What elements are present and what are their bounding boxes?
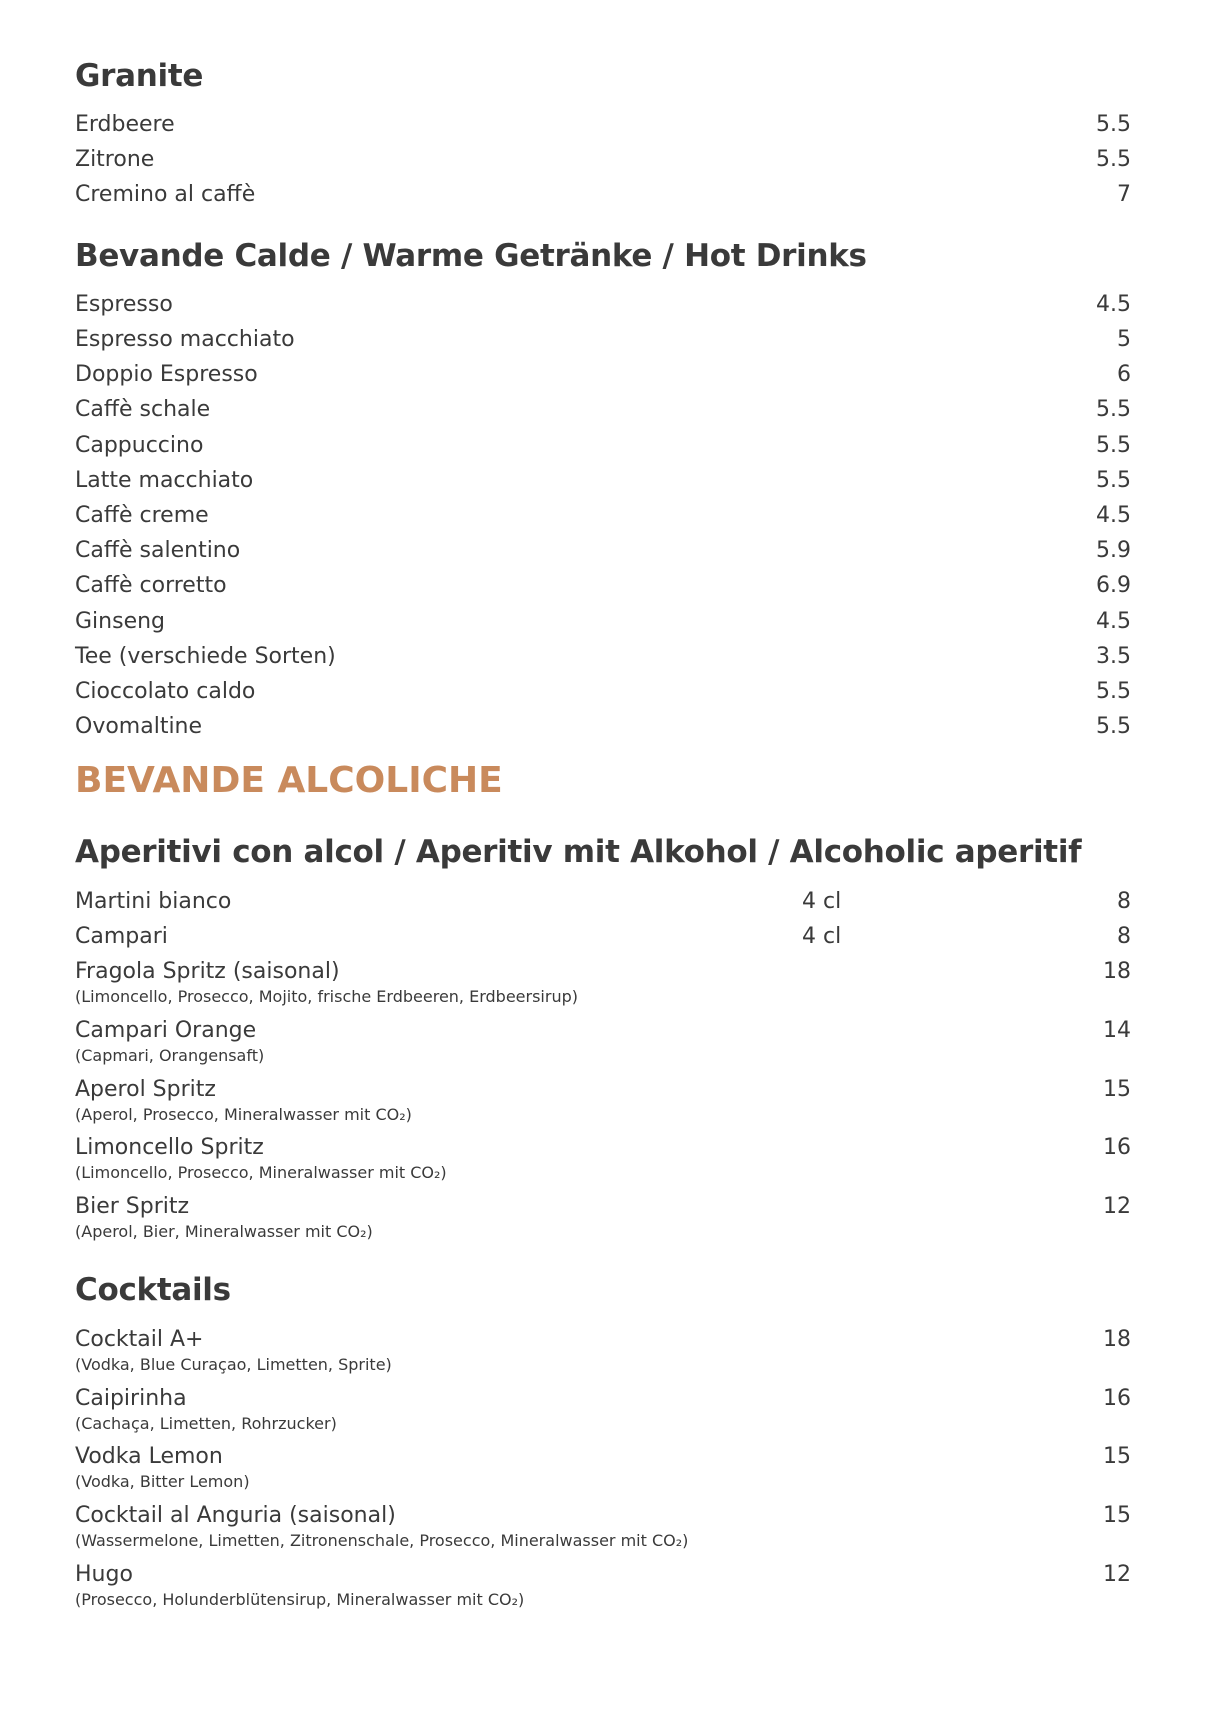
item-price: 8: [1117, 889, 1131, 914]
item-description: (Prosecco, Holunderblütensirup, Mineralwasser mit CO₂): [75, 1590, 525, 1609]
item-price: 8: [1117, 924, 1131, 949]
menu-item: [75, 609, 1131, 643]
item-price: 5.5: [1096, 468, 1131, 493]
item-price: 5.5: [1096, 147, 1131, 172]
item-price: 5.5: [1096, 679, 1131, 704]
item-price: 4.5: [1096, 503, 1131, 528]
item-price: 12: [1103, 1194, 1131, 1219]
item-name: Espresso: [75, 292, 173, 317]
item-name: Cremino al caffè: [75, 182, 256, 207]
menu-item: [75, 959, 1131, 1006]
item-name: Caipirinha: [75, 1386, 187, 1411]
item-price: 18: [1103, 1327, 1131, 1352]
item-price: 15: [1103, 1077, 1131, 1102]
item-name: Cioccolato caldo: [75, 679, 256, 704]
item-name: Bier Spritz: [75, 1194, 190, 1219]
item-name: Vodka Lemon: [75, 1444, 223, 1469]
menu-item: [75, 1562, 1131, 1609]
item-name: Caffè creme: [75, 503, 209, 528]
item-price: 5.5: [1096, 433, 1131, 458]
menu-item: [75, 362, 1131, 396]
menu-item: [75, 538, 1131, 572]
item-price: 5: [1117, 327, 1131, 352]
item-description: (Limoncello, Prosecco, Mineralwasser mit CO₂): [75, 1163, 447, 1182]
menu-item: [75, 397, 1131, 431]
item-name: Doppio Espresso: [75, 362, 258, 387]
item-name: Fragola Spritz (saisonal): [75, 959, 340, 984]
item-quantity: 4 cl: [802, 924, 842, 949]
menu-item: [75, 1194, 1131, 1241]
item-price: 5.5: [1096, 397, 1131, 422]
section-title-granite: Granite: [75, 58, 204, 94]
item-price: 16: [1103, 1135, 1131, 1160]
item-name: Cocktail al Anguria (saisonal): [75, 1503, 396, 1528]
item-description: (Limoncello, Prosecco, Mojito, frische Erdbeeren, Erdbeersirup): [75, 987, 578, 1006]
item-price: 5.9: [1096, 538, 1131, 563]
item-price: 3.5: [1096, 644, 1131, 669]
item-name: Campari: [75, 924, 168, 949]
item-price: 12: [1103, 1562, 1131, 1587]
menu-item: [75, 327, 1131, 361]
menu-item: [75, 1018, 1131, 1065]
item-name: Martini bianco: [75, 889, 232, 914]
menu-item: [75, 644, 1131, 678]
item-description: (Aperol, Bier, Mineralwasser mit CO₂): [75, 1222, 373, 1241]
item-quantity: 4 cl: [802, 889, 842, 914]
item-description: (Wassermelone, Limetten, Zitronenschale, Prosecco, Mineralwasser mit CO₂): [75, 1531, 689, 1550]
menu-item: [75, 468, 1131, 502]
item-name: Tee (verschiede Sorten): [75, 644, 336, 669]
item-description: (Vodka, Bitter Lemon): [75, 1472, 250, 1491]
menu-item: [75, 889, 1131, 923]
item-name: Aperol Spritz: [75, 1077, 216, 1102]
menu-item: [75, 1135, 1131, 1182]
item-price: 16: [1103, 1386, 1131, 1411]
menu-item: [75, 182, 1131, 216]
item-price: 4.5: [1096, 609, 1131, 634]
item-name: Ovomaltine: [75, 714, 203, 739]
item-price: 14: [1103, 1018, 1131, 1043]
item-name: Caffè schale: [75, 397, 211, 422]
item-name: Zitrone: [75, 147, 155, 172]
section-title-hot-drinks: Bevande Calde / Warme Getränke / Hot Drinks: [75, 238, 867, 274]
item-name: Espresso macchiato: [75, 327, 295, 352]
menu-item: [75, 714, 1131, 748]
section-title-alcoholic: BEVANDE ALCOLICHE: [75, 760, 503, 801]
item-name: Campari Orange: [75, 1018, 257, 1043]
section-title-aperitifs: Aperitivi con alcol / Aperitiv mit Alkohol / Alcoholic aperitif: [75, 834, 1082, 870]
menu-item: [75, 1444, 1131, 1491]
menu-item: [75, 112, 1131, 146]
item-name: Erdbeere: [75, 112, 175, 137]
menu-item: [75, 292, 1131, 326]
menu-item: [75, 147, 1131, 181]
item-price: 6.9: [1096, 573, 1131, 598]
menu-item: [75, 433, 1131, 467]
item-price: 4.5: [1096, 292, 1131, 317]
item-description: (Cachaça, Limetten, Rohrzucker): [75, 1414, 337, 1433]
item-price: 15: [1103, 1503, 1131, 1528]
menu-item: [75, 924, 1131, 958]
item-name: Caffè salentino: [75, 538, 241, 563]
item-price: 6: [1117, 362, 1131, 387]
item-description: (Capmari, Orangensaft): [75, 1046, 265, 1065]
item-name: Ginseng: [75, 609, 166, 634]
item-price: 5.5: [1096, 112, 1131, 137]
item-name: Cappuccino: [75, 433, 204, 458]
section-title-cocktails: Cocktails: [75, 1272, 231, 1308]
menu-item: [75, 1386, 1131, 1433]
item-name: Latte macchiato: [75, 468, 254, 493]
item-price: 5.5: [1096, 714, 1131, 739]
menu-item: [75, 503, 1131, 537]
item-description: (Aperol, Prosecco, Mineralwasser mit CO₂): [75, 1105, 412, 1124]
item-name: Limoncello Spritz: [75, 1135, 264, 1160]
menu-item: [75, 1327, 1131, 1374]
menu-item: [75, 1077, 1131, 1124]
item-description: (Vodka, Blue Curaçao, Limetten, Sprite): [75, 1355, 392, 1374]
item-name: Caffè corretto: [75, 573, 227, 598]
item-price: 18: [1103, 959, 1131, 984]
item-name: Cocktail A+: [75, 1327, 204, 1352]
item-name: Hugo: [75, 1562, 133, 1587]
menu-item: [75, 573, 1131, 607]
menu-item: [75, 1503, 1131, 1550]
item-price: 15: [1103, 1444, 1131, 1469]
menu-item: [75, 679, 1131, 713]
item-price: 7: [1117, 182, 1131, 207]
